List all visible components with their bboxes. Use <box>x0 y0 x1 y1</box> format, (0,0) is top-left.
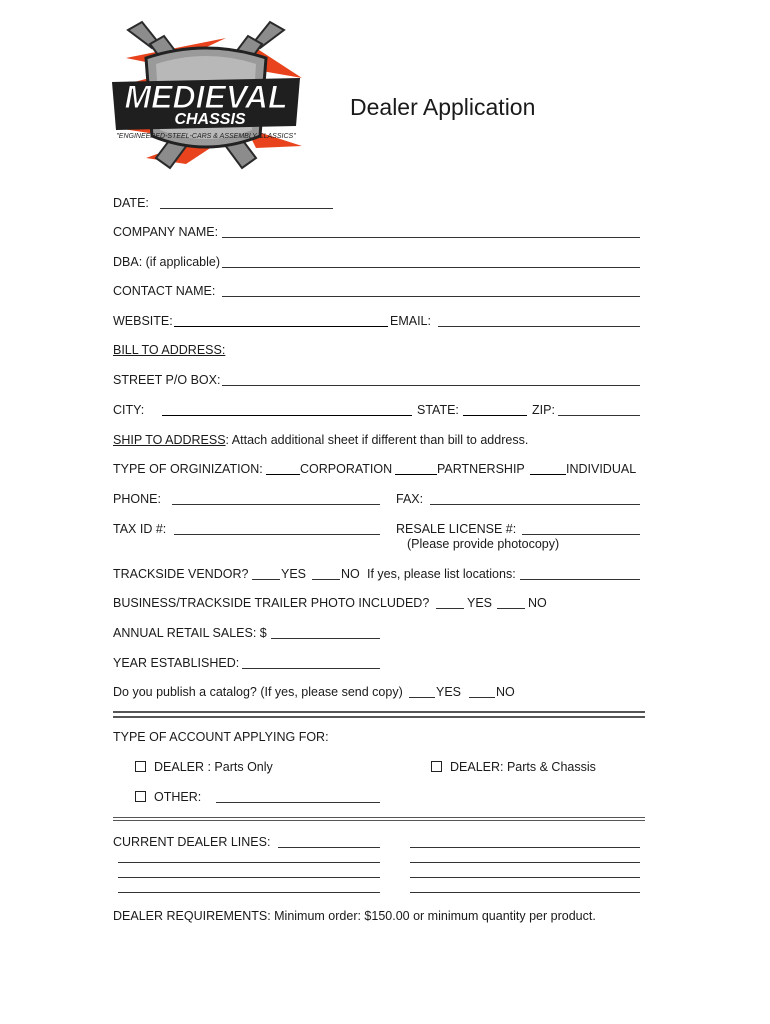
dealer-line-field[interactable] <box>410 847 640 848</box>
resale-note: (Please provide photocopy) <box>407 537 560 551</box>
year-established-label: YEAR ESTABLISHED: <box>113 656 240 670</box>
date-field[interactable] <box>160 208 333 209</box>
section-divider <box>113 817 645 821</box>
annual-sales-field[interactable] <box>271 638 380 639</box>
catalog-yes-label: YES <box>436 685 462 699</box>
catalog-yes-blank[interactable] <box>409 697 435 698</box>
dealer-line-field[interactable] <box>410 862 640 863</box>
trailer-photo-label: BUSINESS/TRACKSIDE TRAILER PHOTO INCLUDED? <box>113 596 430 610</box>
website-field[interactable] <box>174 326 388 327</box>
email-label: EMAIL: <box>390 314 431 328</box>
phone-field[interactable] <box>172 504 380 505</box>
account-option-other[interactable] <box>135 790 201 804</box>
ship-to-heading: SHIP TO ADDRESS <box>113 433 226 447</box>
street-field[interactable] <box>222 385 640 386</box>
state-field[interactable] <box>463 415 527 416</box>
account-option-parts-only-label: DEALER : Parts Only <box>154 760 273 774</box>
date-label: DATE: <box>113 196 149 210</box>
checkbox-icon[interactable] <box>135 761 146 772</box>
corporation-label: CORPORATION <box>300 462 393 476</box>
city-label: CITY: <box>113 403 145 417</box>
ship-to-note: : Attach additional sheet if different than bill to address. <box>225 433 529 447</box>
account-option-other-label: OTHER: <box>154 790 202 804</box>
org-type-label: TYPE OF ORGINIZATION: <box>113 462 263 476</box>
dealer-line-field[interactable] <box>410 892 640 893</box>
trackside-note: If yes, please list locations: <box>367 567 516 581</box>
trackside-locations-field[interactable] <box>520 579 640 580</box>
checkbox-icon[interactable] <box>431 761 442 772</box>
fax-field[interactable] <box>430 504 640 505</box>
website-label: WEBSITE: <box>113 314 173 328</box>
resale-label: RESALE LICENSE #: <box>396 522 517 536</box>
phone-label: PHONE: <box>113 492 161 506</box>
partnership-blank[interactable] <box>395 474 437 475</box>
page-title: Dealer Application <box>350 94 536 120</box>
catalog-label: Do you publish a catalog? (If yes, please send copy) <box>113 685 403 699</box>
ship-to-line <box>113 433 528 447</box>
trailer-no-blank[interactable] <box>497 608 525 609</box>
trailer-yes-label: YES <box>467 596 493 610</box>
individual-blank[interactable] <box>530 474 566 475</box>
dba-label: DBA: (if applicable) <box>113 255 220 269</box>
catalog-no-blank[interactable] <box>469 697 495 698</box>
year-established-field[interactable] <box>242 668 380 669</box>
trailer-no-label: NO <box>528 596 547 610</box>
logo-main-text: MEDIEVAL <box>124 79 288 115</box>
individual-label: INDIVIDUAL <box>566 462 637 476</box>
account-option-parts-chassis[interactable] <box>431 760 596 774</box>
resale-field[interactable] <box>522 534 640 535</box>
corporation-blank[interactable] <box>266 474 300 475</box>
medieval-chassis-logo <box>106 18 306 180</box>
checkbox-icon[interactable] <box>135 791 146 802</box>
trailer-yes-blank[interactable] <box>436 608 464 609</box>
zip-field[interactable] <box>558 415 640 416</box>
trackside-label: TRACKSIDE VENDOR? <box>113 567 249 581</box>
dealer-line-field[interactable] <box>410 877 640 878</box>
contact-label: CONTACT NAME: <box>113 284 216 298</box>
account-option-parts-only[interactable] <box>135 760 273 774</box>
contact-field[interactable] <box>222 296 640 297</box>
dba-field[interactable] <box>222 267 640 268</box>
dealer-line-field[interactable] <box>278 847 380 848</box>
dealer-requirements: DEALER REQUIREMENTS: Minimum order: $150.00 or minimum quantity per product. <box>113 909 596 923</box>
account-option-parts-chassis-label: DEALER: Parts & Chassis <box>450 760 596 774</box>
annual-sales-label: ANNUAL RETAIL SALES: $ <box>113 626 267 640</box>
account-type-heading: TYPE OF ACCOUNT APPLYING FOR: <box>113 730 329 744</box>
dealer-line-field[interactable] <box>118 862 380 863</box>
catalog-no-label: NO <box>496 685 515 699</box>
company-label: COMPANY NAME: <box>113 225 219 239</box>
trackside-yes-label: YES <box>281 567 307 581</box>
trackside-no-label: NO <box>341 567 360 581</box>
zip-label: ZIP: <box>532 403 555 417</box>
dealer-line-field[interactable] <box>118 892 380 893</box>
email-field[interactable] <box>438 326 640 327</box>
dealer-lines-label: CURRENT DEALER LINES: <box>113 835 271 849</box>
trackside-yes-blank[interactable] <box>252 579 280 580</box>
state-label: STATE: <box>417 403 459 417</box>
section-divider <box>113 711 645 718</box>
city-field[interactable] <box>162 415 412 416</box>
dealer-line-field[interactable] <box>118 877 380 878</box>
logo-tagline: "ENGINEERED-STEEL-CARS & ASSEMBLY CLASSICS" <box>116 133 296 140</box>
bill-to-heading: BILL TO ADDRESS: <box>113 343 226 357</box>
fax-label: FAX: <box>396 492 424 506</box>
logo-sub-text: CHASSIS <box>174 111 246 128</box>
other-account-field[interactable] <box>216 802 380 803</box>
street-label: STREET P/O BOX: <box>113 373 221 387</box>
tax-id-label: TAX ID #: <box>113 522 167 536</box>
company-field[interactable] <box>222 237 640 238</box>
trackside-no-blank[interactable] <box>312 579 340 580</box>
tax-id-field[interactable] <box>174 534 380 535</box>
partnership-label: PARTNERSHIP <box>437 462 525 476</box>
